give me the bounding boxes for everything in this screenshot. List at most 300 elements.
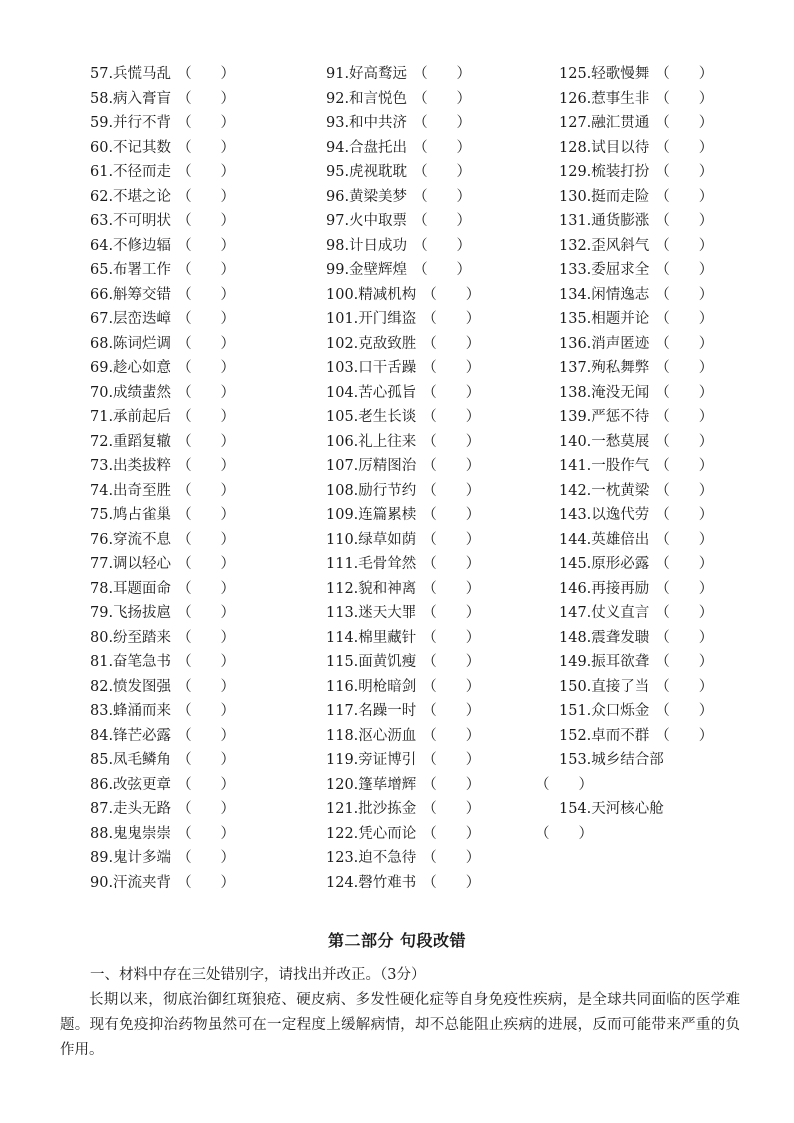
idiom-text: 77.调以轻心	[90, 556, 172, 572]
answer-blank[interactable]: （ ）	[177, 90, 236, 107]
idiom-text: 111.毛骨耸然	[326, 556, 417, 572]
idiom-item	[326, 601, 556, 626]
idiom-item	[559, 258, 759, 283]
answer-blank[interactable]: （ ）	[413, 237, 472, 254]
idiom-item	[559, 577, 759, 602]
idiom-text: 91.好高鹜远	[326, 66, 408, 82]
idiom-item	[90, 552, 320, 577]
idiom-text: 133.委屈求全	[559, 262, 650, 278]
idiom-item	[90, 62, 320, 87]
idiom-item	[326, 356, 556, 381]
idiom-column-3	[535, 62, 759, 846]
answer-blank[interactable]: （ ）	[177, 433, 236, 450]
idiom-text: 129.梳装打扮	[559, 164, 650, 180]
idiom-item	[326, 258, 556, 283]
answer-blank[interactable]: （ ）	[655, 556, 714, 572]
answer-blank[interactable]: （ ）	[422, 629, 481, 646]
idiom-text: 100.精减机构	[326, 286, 417, 303]
idiom-item	[90, 234, 320, 259]
answer-blank[interactable]: （ ）	[422, 850, 481, 866]
answer-blank[interactable]: （ ）	[177, 801, 236, 817]
idiom-item	[559, 332, 759, 357]
answer-blank[interactable]: （ ）	[177, 556, 236, 572]
answer-blank[interactable]: （ ）	[177, 164, 236, 180]
answer-blank[interactable]: （ ）	[413, 262, 472, 278]
answer-blank[interactable]: （ ）	[655, 66, 714, 82]
idiom-item	[535, 748, 759, 797]
idiom-item	[559, 405, 759, 430]
idiom-text: 64.不修边辐	[90, 237, 172, 254]
answer-blank[interactable]: （ ）	[177, 850, 236, 866]
idiom-text: 152.卓而不群	[559, 727, 650, 744]
answer-blank[interactable]: （ ）	[422, 311, 481, 327]
idiom-text: 153.城乡结合部	[559, 752, 664, 768]
idiom-item	[559, 626, 759, 651]
idiom-item	[559, 454, 759, 479]
idiom-item	[326, 111, 556, 136]
answer-blank[interactable]: （ ）	[177, 727, 236, 744]
idiom-text: 92.和言悦色	[326, 90, 408, 107]
idiom-item	[90, 405, 320, 430]
answer-blank[interactable]: （ ）	[413, 164, 472, 180]
idiom-item	[326, 650, 556, 675]
idiom-text: 112.貌和神离	[326, 580, 417, 597]
idiom-item	[559, 87, 759, 112]
idiom-item	[326, 87, 556, 112]
idiom-text: 93.和中共济	[326, 115, 408, 131]
answer-blank[interactable]: （ ）	[422, 531, 481, 548]
idiom-text: 154.天河核心舱	[559, 801, 664, 817]
idiom-item	[535, 797, 759, 846]
idiom-text: 121.批沙拣金	[326, 801, 417, 817]
idiom-text: 104.苦心孤旨	[326, 384, 417, 401]
idiom-item	[559, 111, 759, 136]
idiom-item	[326, 577, 556, 602]
idiom-text: 68.陈词烂调	[90, 335, 172, 352]
idiom-text: 150.直接了当	[559, 678, 650, 695]
idiom-text: 107.厉精图治	[326, 458, 417, 474]
answer-blank[interactable]: （ ）	[177, 654, 236, 670]
idiom-text: 90.汗流夹背	[90, 874, 172, 891]
answer-blank[interactable]: （ ）	[177, 115, 236, 131]
idiom-item	[559, 136, 759, 161]
idiom-item	[326, 405, 556, 430]
answer-blank[interactable]: （ ）	[177, 409, 236, 425]
idiom-item	[326, 822, 556, 847]
answer-blank[interactable]: （ ）	[655, 605, 714, 621]
idiom-item	[90, 307, 320, 332]
idiom-item	[559, 479, 759, 504]
idiom-text: 87.走头无路	[90, 801, 172, 817]
idiom-item	[90, 724, 320, 749]
idiom-item	[559, 283, 759, 308]
idiom-item	[90, 356, 320, 381]
answer-blank[interactable]: （ ）	[177, 776, 236, 793]
idiom-item	[559, 650, 759, 675]
idiom-item	[559, 307, 759, 332]
idiom-text: 59.并行不背	[90, 115, 172, 131]
idiom-text: 135.相题并论	[559, 311, 650, 327]
idiom-item	[90, 258, 320, 283]
idiom-text: 134.闲情逸志	[559, 286, 650, 303]
idiom-item	[326, 283, 556, 308]
answer-blank[interactable]: （ ）	[177, 188, 236, 205]
answer-blank[interactable]: （ ）	[422, 286, 481, 303]
answer-blank[interactable]: （ ）	[177, 629, 236, 646]
idiom-text: 126.惹事生非	[559, 90, 650, 107]
answer-blank[interactable]: （ ）	[655, 409, 714, 425]
idiom-item	[90, 699, 320, 724]
idiom-text: 130.挺而走险	[559, 188, 650, 205]
idiom-text: 83.蜂涌而来	[90, 703, 172, 719]
idiom-item	[326, 724, 556, 749]
answer-blank[interactable]: （ ）	[177, 139, 236, 156]
idiom-text: 122.凭心而论	[326, 825, 417, 842]
idiom-text: 81.奋笔急书	[90, 654, 172, 670]
idiom-text: 101.开门缉盗	[326, 311, 417, 327]
idiom-text: 131.通货膨涨	[559, 213, 650, 229]
answer-blank[interactable]: （ ）	[655, 115, 714, 131]
idiom-item	[559, 503, 759, 528]
idiom-item	[90, 871, 320, 896]
idiom-text: 115.面黄饥瘦	[326, 654, 417, 670]
idiom-item	[326, 773, 556, 798]
answer-blank[interactable]: （ ）	[413, 213, 472, 229]
idiom-column-2	[326, 62, 556, 895]
idiom-text: 86.改弦更章	[90, 776, 172, 793]
answer-blank[interactable]: （ ）	[655, 580, 714, 597]
passage-text: 长期以来，彻底治御红斑狼疮、硬皮病、多发性硬化症等自身免疫性疾病，是全球共同面临的医学难题。现有免疫抑治药物虽然可在一定程度上缓解病情，却不总能阻止疾病的进展，反而可能带来严重的负作用。	[60, 992, 740, 1058]
answer-blank[interactable]: （ ）	[422, 556, 481, 572]
idiom-item	[559, 528, 759, 553]
idiom-text: 60.不记其数	[90, 139, 172, 156]
answer-blank[interactable]: （ ）	[655, 286, 714, 303]
answer-blank[interactable]: （ ）	[655, 482, 714, 499]
idiom-text: 61.不径而走	[90, 164, 172, 180]
answer-blank[interactable]: （ ）	[422, 727, 481, 744]
idiom-item	[559, 724, 759, 749]
idiom-text: 137.殉私舞弊	[559, 360, 650, 376]
idiom-text: 127.融汇贯通	[559, 115, 650, 131]
idiom-item	[326, 185, 556, 210]
idiom-item	[90, 626, 320, 651]
idiom-text: 148.震聋发聩	[559, 629, 650, 646]
idiom-text: 80.纷至踏来	[90, 629, 172, 646]
idiom-text: 65.布署工作	[90, 262, 172, 278]
idiom-item	[326, 381, 556, 406]
answer-blank[interactable]: （ ）	[655, 237, 714, 254]
answer-blank[interactable]: （ ）	[422, 335, 481, 352]
idiom-item	[326, 626, 556, 651]
idiom-item	[326, 209, 556, 234]
idiom-text: 62.不堪之论	[90, 188, 172, 205]
answer-blank[interactable]: （ ）	[413, 139, 472, 156]
idiom-text: 102.克敌致胜	[326, 335, 417, 352]
idiom-text: 109.连篇累椟	[326, 507, 417, 523]
idiom-text: 145.原形必露	[559, 556, 650, 572]
answer-blank[interactable]: （ ）	[655, 703, 714, 719]
answer-blank[interactable]: （ ）	[422, 384, 481, 401]
idiom-item	[90, 822, 320, 847]
answer-blank[interactable]: （ ）	[422, 678, 481, 695]
answer-blank[interactable]: （ ）	[413, 115, 472, 131]
idiom-item	[559, 356, 759, 381]
answer-blank[interactable]: （ ）	[177, 311, 236, 327]
idiom-item	[559, 62, 759, 87]
idiom-item	[90, 797, 320, 822]
idiom-item	[326, 503, 556, 528]
idiom-text: 73.出类拔粹	[90, 458, 172, 474]
section-title: 第二部分 句段改错	[327, 931, 467, 950]
answer-blank[interactable]: （ ）	[422, 458, 481, 474]
idiom-item	[90, 87, 320, 112]
answer-blank[interactable]: （ ）	[422, 409, 481, 425]
answer-blank[interactable]: （ ）	[177, 531, 236, 548]
answer-blank[interactable]: （ ）	[177, 703, 236, 719]
idiom-text: 147.仗义直言	[559, 605, 650, 621]
answer-blank[interactable]: （ ）	[422, 874, 481, 891]
answer-blank[interactable]: （ ）	[413, 188, 472, 205]
idiom-item	[90, 601, 320, 626]
answer-blank[interactable]: （ ）	[655, 654, 714, 670]
idiom-text: 144.英雄倍出	[559, 531, 650, 548]
answer-blank[interactable]: （ ）	[655, 188, 714, 205]
idiom-text: 128.试目以待	[559, 139, 650, 156]
idiom-text: 76.穿流不息	[90, 531, 172, 548]
idiom-item	[559, 601, 759, 626]
idiom-item	[90, 748, 320, 773]
idiom-item	[90, 381, 320, 406]
answer-blank[interactable]: （ ）	[177, 262, 236, 278]
answer-blank[interactable]: （ ）	[535, 776, 593, 793]
idiom-text: 132.歪风斜气	[559, 237, 650, 254]
answer-blank[interactable]: （ ）	[655, 311, 714, 327]
idiom-text: 118.沤心沥血	[326, 727, 417, 744]
idiom-item	[326, 454, 556, 479]
answer-blank[interactable]: （ ）	[655, 507, 714, 523]
answer-blank[interactable]: （ ）	[655, 384, 714, 401]
idiom-text: 66.斛筹交错	[90, 286, 172, 303]
idiom-item	[326, 332, 556, 357]
idiom-text: 70.成绩蜚然	[90, 384, 172, 401]
idiom-item	[90, 773, 320, 798]
idiom-item	[559, 209, 759, 234]
answer-blank[interactable]: （ ）	[177, 482, 236, 499]
answer-blank[interactable]: （ ）	[655, 139, 714, 156]
idiom-text: 71.承前起后	[90, 409, 172, 425]
idiom-item	[90, 209, 320, 234]
idiom-text: 85.凤毛鳞角	[90, 752, 172, 768]
answer-blank[interactable]: （ ）	[177, 384, 236, 401]
idiom-text: 136.消声匿迹	[559, 335, 650, 352]
idiom-item	[326, 307, 556, 332]
idiom-text: 103.口干舌躁	[326, 360, 417, 376]
idiom-item	[559, 234, 759, 259]
answer-blank[interactable]: （ ）	[655, 335, 714, 352]
answer-blank[interactable]: （ ）	[177, 752, 236, 768]
answer-blank[interactable]: （ ）	[655, 727, 714, 744]
idiom-text: 117.名躁一时	[326, 703, 417, 719]
idiom-text: 82.愤发图强	[90, 678, 172, 695]
answer-blank[interactable]: （ ）	[177, 237, 236, 254]
idiom-text: 75.鸠占雀巢	[90, 507, 172, 523]
idiom-item	[326, 528, 556, 553]
answer-blank[interactable]: （ ）	[655, 164, 714, 180]
idiom-item	[326, 699, 556, 724]
idiom-text: 58.病入膏盲	[90, 90, 172, 107]
idiom-item	[90, 479, 320, 504]
idiom-text: 89.鬼计多端	[90, 850, 172, 866]
answer-blank[interactable]: （ ）	[655, 629, 714, 646]
idiom-item	[90, 332, 320, 357]
idiom-item	[90, 136, 320, 161]
answer-blank[interactable]: （ ）	[177, 286, 236, 303]
answer-blank[interactable]: （ ）	[177, 335, 236, 352]
idiom-text: 138.淹没无闻	[559, 384, 650, 401]
answer-blank[interactable]: （ ）	[177, 66, 236, 82]
idiom-text: 67.层峦迭嶂	[90, 311, 172, 327]
idiom-item	[326, 62, 556, 87]
idiom-text: 95.虎视耽耽	[326, 164, 408, 180]
idiom-text: 151.众口烁金	[559, 703, 650, 719]
answer-blank[interactable]: （ ）	[177, 678, 236, 695]
answer-blank[interactable]: （ ）	[422, 825, 481, 842]
answer-blank[interactable]: （ ）	[422, 433, 481, 450]
idiom-item	[326, 871, 556, 896]
idiom-text: 94.合盘托出	[326, 139, 408, 156]
idiom-item	[559, 185, 759, 210]
idiom-item	[559, 552, 759, 577]
idiom-item	[326, 797, 556, 822]
idiom-item	[90, 577, 320, 602]
idiom-item	[90, 846, 320, 871]
idiom-item	[90, 111, 320, 136]
answer-blank[interactable]: （ ）	[177, 213, 236, 229]
answer-blank[interactable]: （ ）	[535, 825, 593, 842]
idiom-text: 119.旁证博引	[326, 752, 417, 768]
idiom-text: 142.一枕黄梁	[559, 482, 650, 499]
idiom-text: 139.严惩不待	[559, 409, 650, 425]
idiom-item	[559, 160, 759, 185]
idiom-text: 120.篷荜增辉	[326, 776, 417, 793]
idiom-item	[90, 528, 320, 553]
answer-blank[interactable]: （ ）	[655, 213, 714, 229]
idiom-item	[326, 748, 556, 773]
answer-blank[interactable]: （ ）	[422, 654, 481, 670]
idiom-item	[90, 650, 320, 675]
idiom-item	[326, 136, 556, 161]
answer-blank[interactable]: （ ）	[655, 458, 714, 474]
answer-blank[interactable]: （ ）	[422, 482, 481, 499]
idiom-text: 96.黄梁美梦	[326, 188, 408, 205]
idiom-text: 149.振耳欲聋	[559, 654, 650, 670]
answer-blank[interactable]: （ ）	[655, 360, 714, 376]
answer-blank[interactable]: （ ）	[422, 360, 481, 376]
idiom-item	[326, 160, 556, 185]
idiom-text: 123.迫不急待	[326, 850, 417, 866]
idiom-text: 114.棉里藏针	[326, 629, 417, 646]
idiom-text: 69.趁心如意	[90, 360, 172, 376]
answer-blank[interactable]: （ ）	[177, 507, 236, 523]
answer-blank[interactable]: （ ）	[177, 458, 236, 474]
idiom-text: 97.火中取票	[326, 213, 408, 229]
idiom-text: 146.再接再励	[559, 580, 650, 597]
idiom-text: 99.金壁辉煌	[326, 262, 408, 278]
question-prompt: 一、材料中存在三处错别字，请找出并改正。（3分）	[90, 967, 426, 983]
idiom-text: 106.礼上往来	[326, 433, 417, 450]
answer-blank[interactable]: （ ）	[422, 580, 481, 597]
answer-blank[interactable]: （ ）	[422, 507, 481, 523]
answer-blank[interactable]: （ ）	[177, 360, 236, 376]
idiom-text: 78.耳题面命	[90, 580, 172, 597]
idiom-item	[326, 479, 556, 504]
answer-blank[interactable]: （ ）	[422, 801, 481, 817]
idiom-item	[326, 675, 556, 700]
idiom-item	[90, 160, 320, 185]
idiom-text: 105.老生长谈	[326, 409, 417, 425]
idiom-text: 84.锋芒必露	[90, 727, 172, 744]
answer-blank[interactable]: （ ）	[655, 433, 714, 450]
answer-blank[interactable]: （ ）	[413, 66, 472, 82]
answer-blank[interactable]: （ ）	[177, 825, 236, 842]
answer-blank[interactable]: （ ）	[413, 90, 472, 107]
idiom-item	[559, 675, 759, 700]
idiom-text: 63.不可明状	[90, 213, 172, 229]
idiom-item	[559, 430, 759, 455]
answer-blank[interactable]: （ ）	[655, 531, 714, 548]
idiom-text: 57.兵慌马乱	[90, 66, 172, 82]
idiom-text: 72.重蹈复辙	[90, 433, 172, 450]
answer-blank[interactable]: （ ）	[655, 678, 714, 695]
answer-blank[interactable]: （ ）	[422, 752, 481, 768]
idiom-item	[90, 185, 320, 210]
idiom-text: 79.飞扬拔扈	[90, 605, 172, 621]
idiom-item	[90, 454, 320, 479]
idiom-item	[559, 381, 759, 406]
answer-blank[interactable]: （ ）	[655, 90, 714, 107]
answer-blank[interactable]: （ ）	[422, 703, 481, 719]
idiom-item	[326, 552, 556, 577]
idiom-text: 143.以逸代劳	[559, 507, 650, 523]
idiom-column-1	[90, 62, 320, 895]
idiom-item	[90, 283, 320, 308]
idiom-item	[90, 430, 320, 455]
idiom-text: 108.励行节约	[326, 482, 417, 499]
answer-blank[interactable]: （ ）	[177, 580, 236, 597]
idiom-item	[326, 430, 556, 455]
idiom-item	[90, 503, 320, 528]
idiom-item	[90, 675, 320, 700]
answer-blank[interactable]: （ ）	[422, 605, 481, 621]
idiom-text: 98.计日成功	[326, 237, 408, 254]
answer-blank[interactable]: （ ）	[422, 776, 481, 793]
idiom-text: 125.轻歌慢舞	[559, 66, 650, 82]
idiom-text: 140.一愁莫展	[559, 433, 650, 450]
answer-blank[interactable]: （ ）	[655, 262, 714, 278]
idiom-item	[326, 234, 556, 259]
idiom-text: 74.出奇至胜	[90, 482, 172, 499]
answer-blank[interactable]: （ ）	[177, 874, 236, 891]
answer-blank[interactable]: （ ）	[177, 605, 236, 621]
idiom-text: 110.绿草如荫	[326, 531, 417, 548]
idiom-item	[559, 699, 759, 724]
idiom-text: 116.明枪暗剑	[326, 678, 417, 695]
idiom-text: 124.磬竹难书	[326, 874, 417, 891]
idiom-text: 88.鬼鬼崇崇	[90, 825, 172, 842]
idiom-text: 141.一股作气	[559, 458, 650, 474]
idiom-text: 113.迷天大罪	[326, 605, 417, 621]
idiom-item	[326, 846, 556, 871]
